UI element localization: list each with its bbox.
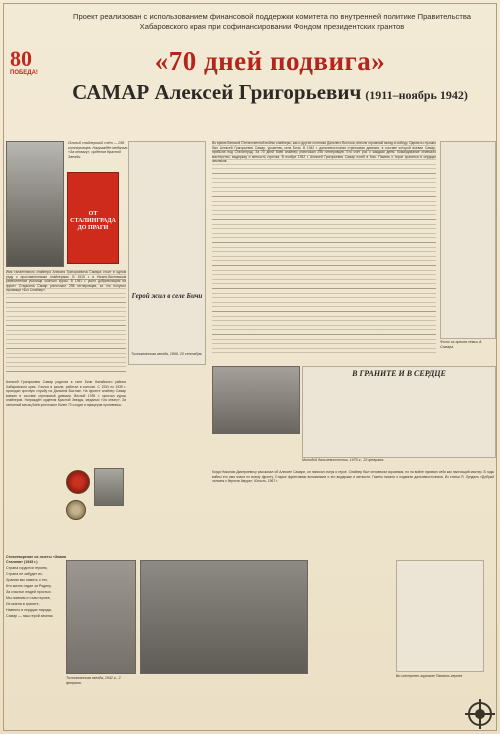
bottom-body: Когда Николаю Дмитриевичу рассказал об Алексее Самаре, он написал очерк о герое. Снайпер был человеком скромным, но на войне проявил себя как настоящий мастер. В годы войны его имя знали по всему фронту. Старые фронтовики вспоминали о его выдержке и меткости. Газеты писали о подвигах дальневосточника. Из статьи Я. Лундаль «Добрый человек с берегов Амура», Юность, 1967 г.	[212, 470, 494, 484]
poem-line: За счастье людей простых.	[6, 590, 52, 594]
poem-line: Кто жизнь отдал за Родину,	[6, 584, 52, 588]
newspaper-clip	[128, 141, 206, 365]
clip-title: Герой жил в селе Бичи	[131, 292, 203, 300]
hero-name-line	[40, 80, 500, 105]
soldier-caption: Тихоокеанская звезда, 1942 г., 2 февраля.	[66, 676, 121, 685]
red-star-medal-icon	[66, 470, 90, 494]
hero-name: САМАР Алексей Григорьевич	[72, 80, 362, 104]
sniper-photo	[6, 141, 64, 267]
left-body: Имя талантливого снайпера Алексея Григорьевича Самара стоит в одном ряду с прославленными снайперами. В 1915 г. в Нижне-Вогеевском ремесленном училище окончил курсы. В 1941 г. ушёл добровольцем на фронт. Старшина Самар уничтожил 298 гитлеровцев, за что получил прозвище «Бог Снайпер».	[6, 270, 126, 293]
right-text-lines	[212, 141, 436, 353]
top-photo-caption: Личный снайперский счёт — 298 гитлеровцев. Награждён медалью «За отвагу», орденом Красной Звезды.	[68, 141, 128, 159]
war-photo	[140, 560, 308, 674]
poem-line: Страна гордится героем,	[6, 566, 48, 570]
mid-body: Алексей Григорьевич Самар родился в селе Бичи Нанайского района Хабаровского края. Учился в школе, работал в колхозе. С 1934 по 1939 г. проходил срочную службу на Дальнем Востоке. На фронте снайпер Самар воевал в составе стрелковой дивизии. Весной 1939 г. окончил курсы снайперов. Награждён орденом Красной Звезды, медалью «За отвагу». За неполный месяц боёв уничтожил более 70 солдат и офицеров противника.	[6, 380, 126, 407]
logo-number: 80	[10, 46, 32, 71]
clip-caption: Тихоокеанская звезда, 1966, 20 сентября.	[131, 352, 203, 356]
logo-sub: ПОБЕДА!	[10, 70, 38, 76]
courage-medal-icon	[66, 500, 86, 520]
soldier-photo	[66, 560, 136, 674]
poem-line: Мы помним и чтим героев,	[6, 596, 51, 600]
header-text: Проект реализован с использованием финансовой поддержки комитета по внутренней политике Правительства Хабаровского края при софинансировании Фондом президентских грантов	[72, 12, 472, 31]
poem-title: Стихотворение из газеты «Знамя Сталина» (1945 г.)	[6, 555, 66, 564]
hero-dates: (1911–ноябрь 1942)	[365, 88, 468, 102]
right-newspaper-clip	[440, 141, 496, 339]
right-body: Во время Великой Отечественной войны снайперы, как и другие охотники Дальнего Востока, внесли огромный вклад в победу. Одним из лучших был Алексей Григорьевич Самар, уроженец села Бичи. В 1942 г. дальневосточная стрелковая дивизия, в составе которой воевал Самар, прибыла под Сталинград. За 70 дней боёв снайпер уничтожил 298 гитлеровцев. Его счёт рос с каждым днём. Командование отмечало мастерство, выдержку и меткость стрелка. В ноябре 1942 г. Алексей Григорьевич Самар погиб в бою. Память о герое хранится в сердцах земляков.	[212, 141, 436, 164]
poem-line: Страна не забудет их,	[6, 572, 43, 576]
right-clip-caption: Фото из архива семьи А. Самара.	[440, 340, 483, 349]
bottom-right-clip	[396, 560, 484, 672]
bottom-right-caption: Во интернет-журнале Память героев	[396, 674, 463, 678]
granite-clip	[302, 366, 496, 458]
crosshair-icon	[468, 702, 492, 726]
poem-line: Их имена в граните,	[6, 602, 40, 606]
granite-clip-title: В ГРАНИТЕ И В СЕРДЦЕ	[352, 369, 446, 378]
book-cover	[67, 172, 119, 264]
granite-clip-caption: Молодой дальневосточник, 1975 г., 23 февраля.	[302, 458, 385, 462]
poem-line: Храним мы память о тех,	[6, 578, 49, 582]
book-title: ОТ СТАЛИНГРАДА ДО ПРАГИ	[70, 211, 116, 231]
poem	[6, 555, 66, 620]
poem-line: Навечно в сердцах народа,	[6, 608, 52, 612]
main-title: «70 дней подвига»	[154, 46, 386, 76]
memorial-wall-photo	[212, 366, 300, 434]
poem-line: Самар — наш герой земляк.	[6, 614, 54, 618]
portrait-photo	[94, 468, 124, 506]
